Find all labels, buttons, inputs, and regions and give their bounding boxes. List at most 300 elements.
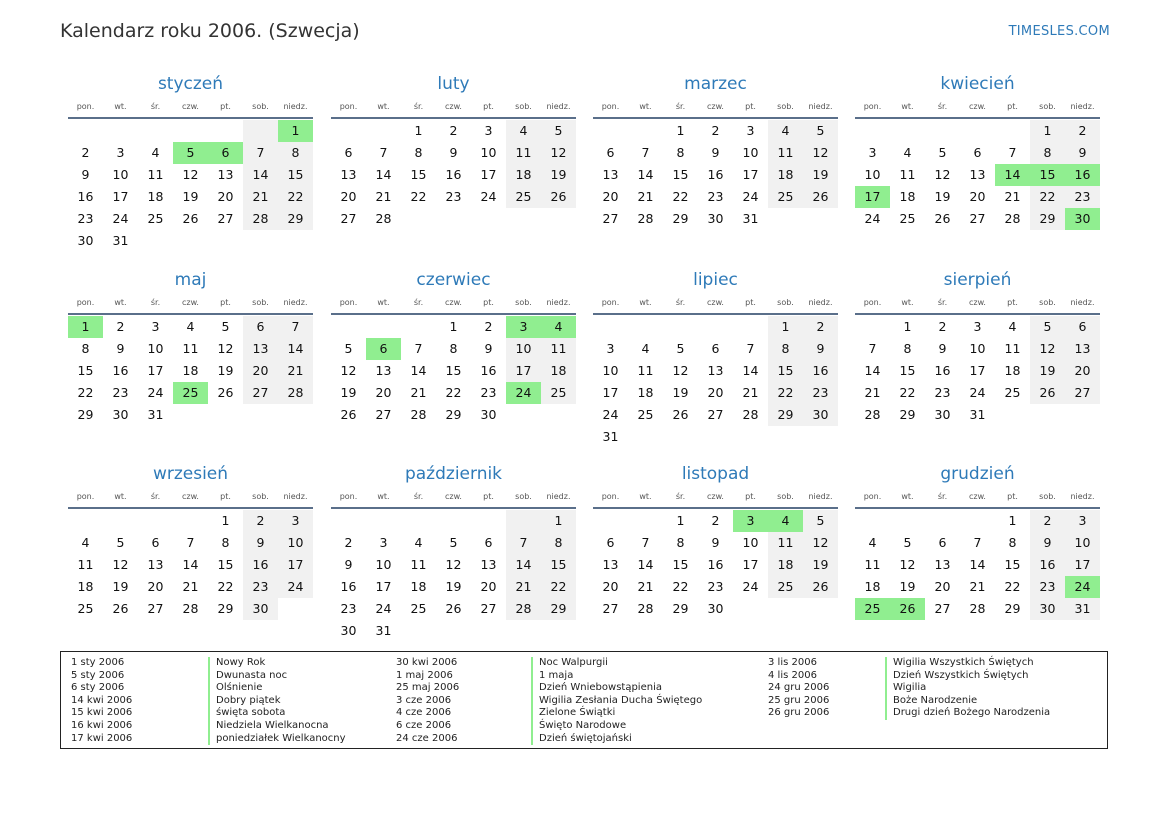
week-row: [68, 404, 313, 426]
weekday-label: wt.: [901, 492, 914, 501]
day-cell: 15: [768, 360, 803, 382]
holiday-date: 5 sty 2006: [71, 669, 125, 681]
empty-cell: [506, 620, 541, 642]
holiday-date: 30 kwi 2006: [396, 657, 458, 668]
weekday-label: śr.: [413, 298, 424, 307]
holiday-name: Dzień świętojański: [531, 733, 632, 746]
day-cell: 23: [707, 189, 724, 204]
day-cell: 16: [1065, 164, 1100, 186]
day-cell: 28: [742, 407, 759, 422]
day-cell: 25: [410, 601, 427, 616]
day-cell: 17: [855, 186, 890, 208]
empty-cell: [401, 620, 436, 642]
month-8: [68, 463, 313, 620]
empty-cell: [768, 426, 803, 448]
month-11: [855, 463, 1100, 620]
day-cell: 26: [890, 598, 925, 620]
month-9: [331, 463, 576, 642]
day-cell: 12: [672, 363, 689, 378]
weekday-label: czw.: [445, 298, 462, 307]
day-cell: 4: [1008, 319, 1017, 334]
weekday-label: sob.: [515, 298, 532, 307]
day-cell: 6: [151, 535, 160, 550]
legend-row: [396, 657, 716, 670]
day-cell: 30: [340, 623, 357, 638]
day-cell: 13: [707, 363, 724, 378]
empty-cell: [698, 316, 733, 338]
weekday-label: wt.: [639, 492, 652, 501]
weekday-label: sob.: [777, 102, 794, 111]
week-row: [593, 554, 838, 576]
day-cell: 31: [1065, 598, 1100, 620]
day-cell: 29: [217, 601, 234, 616]
day-cell: 25: [1004, 385, 1021, 400]
day-cell: 28: [864, 407, 881, 422]
day-cell: 27: [243, 382, 278, 404]
day-cell: 15: [1030, 164, 1065, 186]
empty-cell: [925, 510, 960, 532]
day-cell: 19: [899, 579, 916, 594]
weekday-label: sob.: [777, 492, 794, 501]
day-grid: [68, 509, 313, 620]
day-cell: 29: [672, 601, 689, 616]
day-cell: 30: [1030, 598, 1065, 620]
weekday-label: śr.: [150, 102, 161, 111]
week-row: [68, 316, 313, 338]
day-cell: 4: [868, 535, 877, 550]
weekday-header: [68, 96, 313, 119]
weekday-label: pon.: [76, 298, 95, 307]
week-row: [331, 510, 576, 532]
weekday-label: pon.: [339, 492, 358, 501]
empty-cell: [803, 208, 838, 230]
day-cell: 21: [506, 576, 541, 598]
day-cell: 15: [217, 557, 234, 572]
empty-cell: [593, 120, 628, 142]
weekday-label: pt.: [1007, 102, 1018, 111]
day-cell: 29: [672, 211, 689, 226]
weekday-label: czw.: [707, 102, 724, 111]
day-cell: 30: [707, 211, 724, 226]
day-cell: 5: [173, 142, 208, 164]
day-cell: 2: [803, 316, 838, 338]
legend-row: [396, 720, 716, 733]
holiday-name: Boże Narodzenie: [885, 695, 977, 708]
empty-cell: [541, 404, 576, 426]
week-row: [68, 230, 313, 252]
day-cell: 25: [637, 407, 654, 422]
day-cell: 8: [449, 341, 458, 356]
day-cell: 2: [938, 319, 947, 334]
empty-cell: [243, 404, 278, 426]
holiday-name: 1 maja: [531, 670, 573, 683]
holiday-name: Olśnienie: [208, 682, 262, 695]
week-row: [593, 120, 838, 142]
day-cell: 23: [1030, 576, 1065, 598]
day-cell: 14: [375, 167, 392, 182]
weekday-label: pt.: [1007, 492, 1018, 501]
day-cell: 14: [278, 338, 313, 360]
day-cell: 15: [541, 554, 576, 576]
day-cell: 2: [344, 535, 353, 550]
legend-row: [71, 682, 391, 695]
week-row: [331, 598, 576, 620]
day-cell: 27: [375, 407, 392, 422]
day-cell: 31: [147, 407, 164, 422]
holiday-date: 4 lis 2006: [768, 669, 817, 681]
day-cell: 13: [602, 167, 619, 182]
day-grid: [855, 119, 1100, 230]
day-grid: [855, 315, 1100, 426]
weekday-label: pon.: [863, 298, 882, 307]
day-cell: 30: [803, 404, 838, 426]
day-cell: 3: [733, 510, 768, 532]
holiday-name: Wigilia Wszystkich Świętych: [885, 657, 1034, 670]
weekday-label: sob.: [252, 492, 269, 501]
legend-row: [768, 695, 1088, 708]
day-cell: 9: [81, 167, 90, 182]
week-row: [331, 576, 576, 598]
empty-cell: [471, 510, 506, 532]
empty-cell: [138, 120, 173, 142]
holiday-name: Dobry piątek: [208, 695, 281, 708]
day-cell: 25: [77, 601, 94, 616]
weekday-label: czw.: [969, 102, 986, 111]
holiday-name: Dwunasta noc: [208, 670, 287, 683]
day-cell: 16: [707, 167, 724, 182]
weekday-label: niedz.: [1070, 492, 1095, 501]
day-cell: 12: [112, 557, 129, 572]
day-cell: 3: [606, 341, 615, 356]
day-cell: 17: [506, 360, 541, 382]
holiday-date: 6 sty 2006: [71, 682, 125, 694]
week-row: [855, 164, 1100, 186]
empty-cell: [436, 510, 471, 532]
empty-cell: [855, 120, 890, 142]
day-cell: 9: [938, 341, 947, 356]
day-cell: 7: [1008, 145, 1017, 160]
day-cell: 6: [606, 535, 615, 550]
week-row: [68, 532, 313, 554]
day-cell: 4: [81, 535, 90, 550]
day-cell: 11: [182, 341, 199, 356]
weekday-label: sob.: [515, 492, 532, 501]
day-cell: 19: [672, 385, 689, 400]
week-row: [855, 576, 1100, 598]
empty-cell: [960, 510, 995, 532]
day-cell: 8: [903, 341, 912, 356]
day-cell: 10: [278, 532, 313, 554]
legend-row: [71, 707, 391, 720]
empty-cell: [103, 510, 138, 532]
weekday-label: sob.: [1039, 492, 1056, 501]
day-cell: 18: [637, 385, 654, 400]
week-row: [331, 404, 576, 426]
week-row: [855, 142, 1100, 164]
day-cell: 22: [672, 579, 689, 594]
day-cell: 16: [707, 557, 724, 572]
weekday-label: czw.: [445, 492, 462, 501]
holiday-date: 24 cze 2006: [396, 732, 458, 744]
day-cell: 7: [414, 341, 423, 356]
day-cell: 6: [243, 316, 278, 338]
day-cell: 4: [768, 120, 803, 142]
day-cell: 9: [1030, 532, 1065, 554]
weekday-header: [593, 96, 838, 119]
empty-cell: [855, 316, 890, 338]
day-cell: 12: [445, 557, 462, 572]
day-cell: 31: [112, 233, 129, 248]
empty-cell: [243, 120, 278, 142]
day-cell: 9: [243, 532, 278, 554]
day-cell: 18: [899, 189, 916, 204]
empty-cell: [173, 404, 208, 426]
day-cell: 23: [77, 211, 94, 226]
day-cell: 21: [742, 385, 759, 400]
day-cell: 16: [445, 167, 462, 182]
day-cell: 26: [934, 211, 951, 226]
day-cell: 5: [344, 341, 353, 356]
day-grid: [593, 119, 838, 230]
day-cell: 17: [147, 363, 164, 378]
week-row: [593, 576, 838, 598]
day-cell: 11: [506, 142, 541, 164]
day-cell: 6: [606, 145, 615, 160]
empty-cell: [733, 426, 768, 448]
holiday-date: 6 cze 2006: [396, 719, 452, 731]
day-cell: 17: [480, 167, 497, 182]
day-cell: 19: [217, 363, 234, 378]
month-name: kwiecień: [940, 74, 1015, 94]
day-cell: 17: [1065, 554, 1100, 576]
day-cell: 9: [803, 338, 838, 360]
day-cell: 12: [899, 557, 916, 572]
weekday-header: [331, 486, 576, 509]
day-cell: 15: [1004, 557, 1021, 572]
day-cell: 4: [903, 145, 912, 160]
day-cell: 10: [742, 145, 759, 160]
empty-cell: [890, 510, 925, 532]
day-cell: 11: [410, 557, 427, 572]
weekday-label: niedz.: [283, 102, 308, 111]
empty-cell: [331, 510, 366, 532]
day-cell: 1: [676, 513, 685, 528]
day-cell: 21: [182, 579, 199, 594]
day-cell: 24: [742, 189, 759, 204]
day-cell: 7: [506, 532, 541, 554]
weekday-label: pt.: [483, 492, 494, 501]
day-cell: 16: [77, 189, 94, 204]
day-cell: 17: [375, 579, 392, 594]
week-row: [593, 426, 838, 448]
day-cell: 29: [1004, 601, 1021, 616]
week-row: [593, 164, 838, 186]
empty-cell: [663, 426, 698, 448]
legend-column: [396, 657, 716, 745]
weekday-label: pt.: [483, 102, 494, 111]
day-cell: 8: [278, 142, 313, 164]
month-name: maj: [174, 270, 207, 290]
day-cell: 5: [221, 319, 230, 334]
empty-cell: [593, 510, 628, 532]
empty-cell: [208, 120, 243, 142]
empty-cell: [593, 316, 628, 338]
empty-cell: [471, 620, 506, 642]
weekday-label: śr.: [937, 102, 948, 111]
weekday-header: [855, 292, 1100, 315]
day-cell: 3: [484, 123, 493, 138]
holiday-name: Niedziela Wielkanocna: [208, 720, 329, 733]
week-row: [855, 532, 1100, 554]
weekday-label: śr.: [150, 298, 161, 307]
day-cell: 8: [221, 535, 230, 550]
week-row: [68, 510, 313, 532]
day-cell: 24: [375, 601, 392, 616]
day-cell: 26: [803, 186, 838, 208]
day-cell: 5: [676, 341, 685, 356]
day-cell: 13: [243, 338, 278, 360]
empty-cell: [855, 510, 890, 532]
day-cell: 21: [864, 385, 881, 400]
week-row: [855, 338, 1100, 360]
empty-cell: [173, 510, 208, 532]
day-cell: 20: [480, 579, 497, 594]
weekday-label: czw.: [182, 298, 199, 307]
day-cell: 12: [217, 341, 234, 356]
day-cell: 6: [973, 145, 982, 160]
day-cell: 6: [1065, 316, 1100, 338]
day-cell: 25: [768, 186, 803, 208]
legend-row: [396, 670, 716, 683]
day-cell: 12: [182, 167, 199, 182]
day-cell: 27: [602, 601, 619, 616]
day-cell: 13: [375, 363, 392, 378]
day-cell: 3: [868, 145, 877, 160]
day-cell: 25: [768, 576, 803, 598]
day-grid: [855, 509, 1100, 620]
legend-row: [396, 682, 716, 695]
holiday-date: 1 maj 2006: [396, 669, 453, 681]
holiday-name: Drugi dzień Bożego Narodzenia: [885, 707, 1050, 720]
day-cell: 12: [803, 142, 838, 164]
day-cell: 13: [934, 557, 951, 572]
holiday-legend: [60, 651, 1108, 749]
day-cell: 27: [934, 601, 951, 616]
day-cell: 18: [182, 363, 199, 378]
weekday-header: [68, 292, 313, 315]
weekday-label: czw.: [445, 102, 462, 111]
holiday-date: 15 kwi 2006: [71, 707, 133, 719]
day-cell: 9: [449, 145, 458, 160]
day-cell: 4: [506, 120, 541, 142]
day-cell: 14: [864, 363, 881, 378]
day-cell: 31: [969, 407, 986, 422]
day-cell: 24: [864, 211, 881, 226]
brand-link[interactable]: TIMESLES.COM: [1008, 24, 1110, 39]
empty-cell: [628, 510, 663, 532]
day-cell: 8: [81, 341, 90, 356]
day-cell: 22: [410, 189, 427, 204]
day-cell: 11: [1004, 341, 1021, 356]
week-row: [855, 316, 1100, 338]
day-cell: 15: [672, 167, 689, 182]
day-cell: 20: [969, 189, 986, 204]
weekday-label: czw.: [707, 298, 724, 307]
holiday-date: 16 kwi 2006: [71, 719, 133, 731]
day-cell: 3: [973, 319, 982, 334]
day-cell: 16: [243, 554, 278, 576]
day-cell: 14: [410, 363, 427, 378]
empty-cell: [278, 598, 313, 620]
holiday-date: 14 kwi 2006: [71, 694, 133, 706]
month-name: czerwiec: [416, 270, 491, 290]
legend-row: [71, 733, 391, 746]
week-row: [331, 164, 576, 186]
day-cell: 6: [208, 142, 243, 164]
weekday-label: wt.: [377, 298, 390, 307]
day-cell: 2: [484, 319, 493, 334]
week-row: [68, 186, 313, 208]
empty-cell: [628, 316, 663, 338]
day-cell: 26: [182, 211, 199, 226]
day-cell: 30: [112, 407, 129, 422]
weekday-label: pon.: [339, 102, 358, 111]
weekday-header: [855, 96, 1100, 119]
day-cell: 4: [641, 341, 650, 356]
day-cell: 11: [768, 532, 803, 554]
week-row: [855, 382, 1100, 404]
weekday-label: sob.: [777, 298, 794, 307]
day-cell: 23: [243, 576, 278, 598]
day-cell: 18: [541, 360, 576, 382]
empty-cell: [331, 316, 366, 338]
day-cell: 13: [340, 167, 357, 182]
empty-cell: [960, 120, 995, 142]
week-row: [68, 120, 313, 142]
week-row: [331, 316, 576, 338]
day-cell: 13: [147, 557, 164, 572]
day-cell: 14: [182, 557, 199, 572]
day-cell: 13: [1065, 338, 1100, 360]
empty-cell: [506, 404, 541, 426]
day-cell: 5: [541, 120, 576, 142]
month-name: sierpień: [943, 270, 1012, 290]
day-cell: 1: [278, 120, 313, 142]
day-cell: 28: [182, 601, 199, 616]
day-cell: 4: [414, 535, 423, 550]
day-cell: 1: [768, 316, 803, 338]
week-row: [593, 316, 838, 338]
week-row: [68, 208, 313, 230]
day-cell: 3: [506, 316, 541, 338]
day-cell: 8: [1008, 535, 1017, 550]
day-cell: 27: [217, 211, 234, 226]
empty-cell: [506, 510, 541, 532]
day-cell: 29: [278, 208, 313, 230]
week-row: [855, 186, 1100, 208]
day-cell: 29: [77, 407, 94, 422]
weekday-label: niedz.: [283, 492, 308, 501]
day-cell: 1: [221, 513, 230, 528]
day-cell: 20: [375, 385, 392, 400]
legend-column: [71, 657, 391, 745]
day-cell: 7: [868, 341, 877, 356]
day-cell: 2: [81, 145, 90, 160]
weekday-label: niedz.: [808, 102, 833, 111]
weekday-label: pt.: [745, 102, 756, 111]
day-cell: 13: [969, 167, 986, 182]
day-cell: 11: [768, 142, 803, 164]
